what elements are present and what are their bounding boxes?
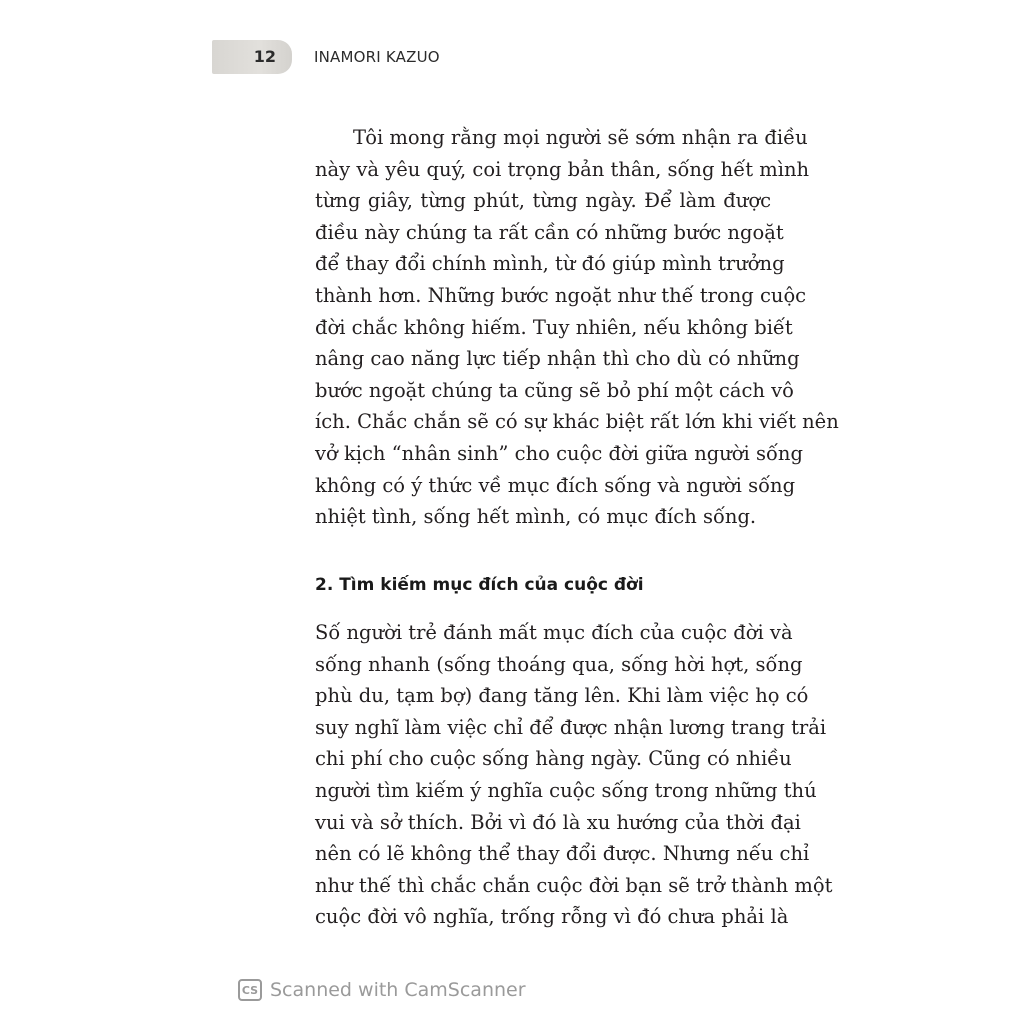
running-head-author: INAMORI KAZUO — [314, 48, 440, 66]
camscanner-watermark — [238, 976, 526, 1004]
page-header — [212, 40, 712, 74]
text-line: để thay đổi chính mình, từ đó giúp mình trưởng — [315, 252, 785, 276]
text-line: Số người trẻ đánh mất mục đích của cuộc đời và — [315, 621, 793, 644]
text-line: sống nhanh (sống thoáng qua, sống hời hợt, sống — [315, 652, 803, 676]
text-line: vở kịch “nhân sinh” cho cuộc đời giữa người sống — [315, 441, 803, 465]
text-line: nên có lẽ không thể thay đổi được. Nhưng nếu chỉ — [315, 842, 810, 866]
text-line: đời chắc không hiếm. Tuy nhiên, nếu không biết — [315, 315, 793, 339]
text-line: như thế thì chắc chắn cuộc đời bạn sẽ trở thành một — [315, 873, 833, 897]
text-line: ích. Chắc chắn sẽ có sự khác biệt rất lớn khi viết nên — [315, 410, 839, 434]
text-line: vui và sở thích. Bởi vì đó là xu hướng của thời đại — [315, 810, 801, 834]
text-line: điều này chúng ta rất cần có những bước ngoặt — [315, 220, 784, 244]
text-line: nâng cao năng lực tiếp nhận thì cho dù có những — [315, 347, 800, 371]
text-line: nhiệt tình, sống hết mình, có mục đích sống. — [315, 505, 757, 529]
text-line: này và yêu quý, coi trọng bản thân, sống hết mình — [315, 157, 810, 181]
text-line: phù du, tạm bợ) đang tăng lên. Khi làm việc họ có — [315, 684, 809, 708]
text-line: người tìm kiếm ý nghĩa cuộc sống trong những thú — [315, 778, 817, 802]
text-line: bước ngoặt chúng ta cũng sẽ bỏ phí một cách vô — [315, 378, 794, 402]
text-line: suy nghĩ làm việc chỉ để được nhận lương trang trải — [315, 715, 827, 739]
camscanner-logo-icon: CS — [238, 979, 262, 1001]
page-number-tab — [212, 40, 292, 74]
text-line: Tôi mong rằng mọi người sẽ sớm nhận ra điều — [353, 126, 808, 149]
text-line: thành hơn. Những bước ngoặt như thế trong cuộc — [315, 283, 807, 307]
text-line: không có ý thức về mục đích sống và người sống — [315, 473, 796, 497]
section-heading: 2. Tìm kiếm mục đích của cuộc đời — [315, 575, 644, 595]
paragraph-2 — [315, 617, 833, 933]
text-line: chi phí cho cuộc sống hàng ngày. Cũng có nhiều — [315, 747, 792, 771]
paragraph-1 — [315, 122, 839, 533]
watermark-text: Scanned with CamScanner — [270, 979, 526, 1001]
page-number: 12 — [253, 47, 276, 66]
text-line: cuộc đời vô nghĩa, trống rỗng vì đó chưa phải là — [315, 905, 789, 929]
text-line: từng giây, từng phút, từng ngày. Để làm được — [315, 189, 771, 213]
